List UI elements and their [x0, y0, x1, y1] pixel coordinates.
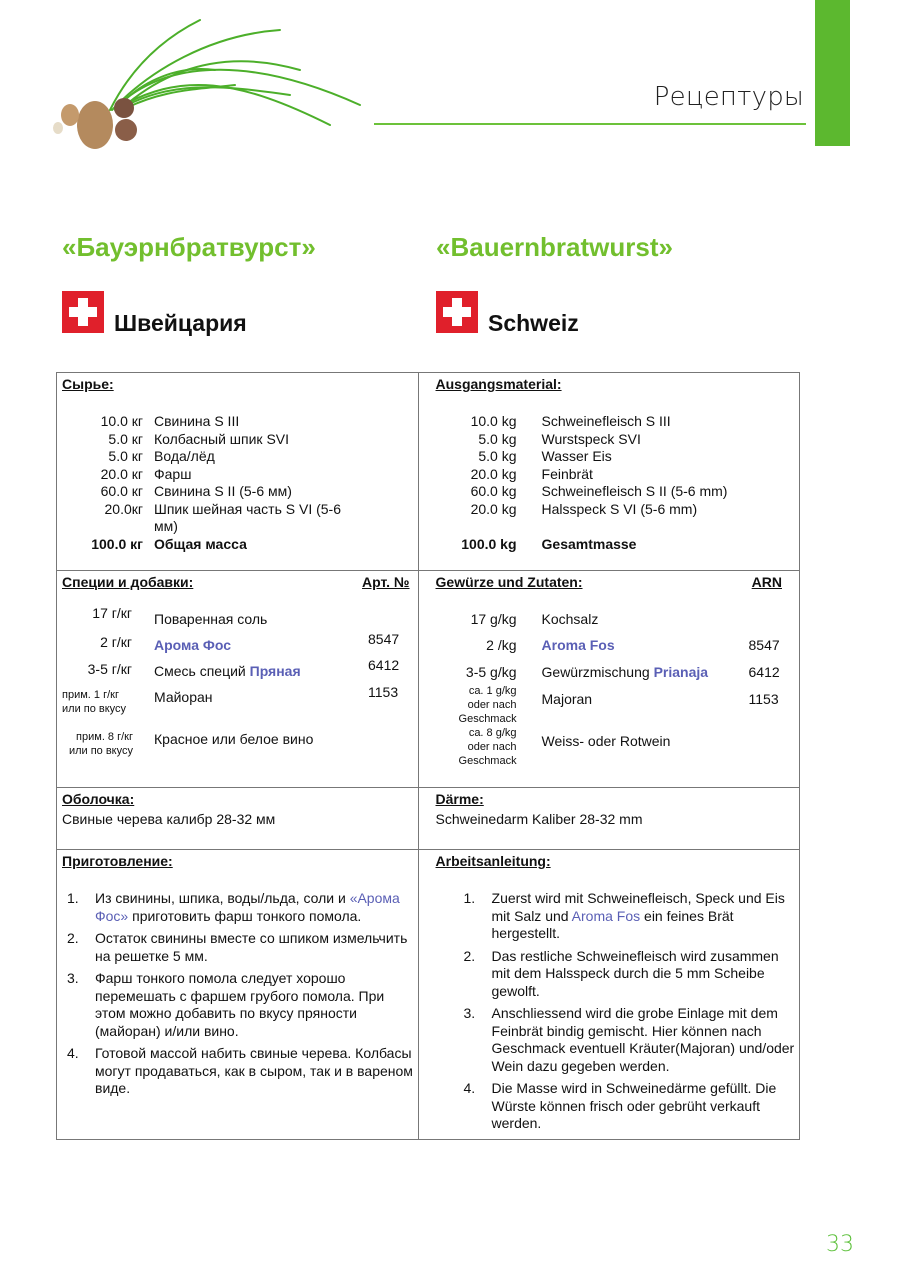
step-text: Из свинины, шпика, воды/льда, соли и [95, 890, 350, 906]
step-number: 2. [67, 930, 79, 946]
raw-qty: 10.0 кг [100, 413, 143, 429]
step-text: Фарш тонкого помола следует хорошо перемешать с фаршем грубого помола. При этом можно добавить по вкусу пряности (майоран) и/или вино. [95, 970, 385, 1039]
spice-qty: ca. 1 g/kg oder nach Geschmack [458, 685, 517, 725]
spice-name-text: Gewürzmischung [541, 664, 650, 680]
spice-name: Поваренная соль [154, 611, 268, 627]
spice-name [542, 664, 709, 682]
raw-materials-ru [57, 373, 419, 570]
raw-qty: 5.0 kg [478, 448, 517, 464]
raw-name-column-ru [154, 413, 344, 553]
raw-qty: 10.0 kg [470, 413, 517, 429]
step-number: 3. [463, 1005, 476, 1021]
raw-qty: 60.0 кг [100, 483, 143, 499]
raw-name-column-de [542, 413, 792, 553]
step-number: 4. [463, 1080, 476, 1096]
country-ru [62, 291, 247, 336]
spice-art-number: 6412 [748, 664, 780, 680]
raw-qty: 5.0 кг [108, 430, 143, 447]
spice-name: Kochsalz [541, 611, 599, 627]
spice-qty: 2 г/кг [100, 634, 132, 650]
raw-qty: 5.0 кг [108, 448, 143, 464]
raw-qty: 60.0 kg [470, 483, 517, 499]
raw-materials-de [419, 373, 799, 570]
country-name-de: Schweiz [488, 310, 579, 336]
spice-name-brand: Арома Фос [154, 637, 231, 653]
step-text: Anschliessend wird die grobe Einlage mit dem Feinbrät bindig gemischt. Hier können nach Geschmack eventuell Kräuter(Majoran) und/oder Wein dazu gegeben werden. [491, 1005, 795, 1074]
raw-name: Свинина S II (5-6 мм) [154, 483, 292, 499]
prep-step [67, 1045, 415, 1098]
spices-row [57, 570, 799, 787]
spice-name: Майоран [154, 689, 213, 705]
preparation-row [57, 849, 799, 1139]
prep-heading-ru: Приготовление: [62, 853, 173, 869]
raw-total-name: Gesamtmasse [541, 535, 637, 552]
spices-heading-de: Gewürze und Zutaten: [435, 574, 583, 590]
prep-steps-de [464, 890, 800, 1138]
step-text: приготовить фарш тонкого помола. [128, 907, 362, 924]
step-text: Das restliche Schweinefleisch wird zusammen mit dem Halsspeck durch die 5 mm Scheibe gewolft. [491, 947, 779, 999]
recipe-title-ru: «Бауэрнбратвурст» [62, 232, 316, 262]
section-color-tab [815, 0, 850, 146]
spice-art-number: 8547 [368, 631, 400, 647]
casing-heading-ru: Оболочка: [62, 791, 135, 807]
raw-materials-row [57, 373, 799, 570]
recipe-table [56, 372, 800, 1140]
raw-qty: 5.0 kg [478, 430, 517, 447]
step-number: 4. [67, 1045, 79, 1061]
prep-step [67, 970, 415, 1040]
preparation-de [419, 850, 799, 1139]
spice-name-brand: Aroma Fos [541, 637, 615, 653]
casing-text-ru: Свиные черева калибр 28-32 мм [62, 811, 276, 827]
step-number: 2. [463, 947, 476, 964]
step-number: 1. [463, 890, 476, 906]
spice-name: Weiss- oder Rotwein [541, 733, 671, 749]
swiss-flag-icon [62, 291, 104, 333]
raw-qty: 20.0 kg [470, 465, 517, 482]
raw-qty-column-de [419, 413, 517, 553]
art-heading-de: ARN [751, 574, 782, 590]
spice-qty: ca. 8 g/kg oder nach Geschmack [458, 727, 517, 767]
spice-qty: 3-5 g/kg [465, 664, 517, 680]
raw-name: Wurstspeck SVI [541, 430, 641, 447]
spice-qty: 2 /kg [486, 637, 517, 653]
raw-heading-de: Ausgangsmaterial: [435, 376, 562, 392]
casing-de [419, 788, 799, 849]
spices-de [419, 571, 799, 787]
raw-name: Колбасный шпик SVI [154, 430, 290, 447]
prep-step [67, 890, 415, 925]
casing-text-de: Schweinedarm Kaliber 28-32 mm [435, 811, 643, 827]
spice-brand: Пряная [249, 663, 301, 679]
raw-name: Шпик шейная часть S VI (5-6 мм) [154, 500, 341, 534]
raw-total-name: Общая масса [154, 535, 247, 552]
prep-heading-de: Arbeitsanleitung: [435, 853, 551, 869]
raw-name: Фарш [154, 465, 192, 482]
spice-name [154, 663, 301, 681]
step-brand: «Арома Фос» [95, 890, 400, 924]
casing-ru [57, 788, 419, 849]
spice-name: Красное или белое вино [154, 731, 314, 747]
raw-name: Schweinefleisch S II (5-6 mm) [541, 483, 728, 499]
raw-qty: 20.0кг [104, 500, 143, 517]
raw-total-qty: 100.0 кг [91, 535, 143, 552]
step-brand: Aroma Fos [571, 907, 641, 924]
raw-name: Feinbrät [541, 465, 593, 482]
step-text: Остаток свинины вместе со шпиком измельчить на решетке 5 мм. [95, 930, 408, 964]
raw-total-qty: 100.0 kg [461, 535, 517, 552]
prep-step [464, 1080, 800, 1133]
prep-step [464, 890, 800, 943]
prep-step [67, 930, 415, 965]
prep-step [464, 1005, 800, 1075]
step-text: ein feines Brät hergestellt. [491, 907, 734, 941]
spices-ru [57, 571, 419, 787]
raw-name: Schweinefleisch S III [541, 413, 671, 429]
swiss-flag-icon [436, 291, 478, 333]
header-divider [374, 123, 806, 125]
spice-qty: 17 г/кг [92, 605, 132, 621]
spice-qty: 17 g/kg [470, 611, 517, 627]
raw-name: Свинина S III [154, 413, 240, 429]
raw-heading-ru: Сырье: [62, 376, 114, 392]
spices-heading-ru: Специи и добавки: [62, 574, 194, 590]
spice-art-number: 1153 [368, 684, 399, 700]
spice-qty: прим. 1 г/кг или по вкусу [62, 689, 127, 715]
step-text: Die Masse wird in Schweinedärme gefüllt. Die Würste können frisch oder gebrüht verkauft werden. [491, 1080, 777, 1131]
step-number: 1. [67, 890, 79, 906]
step-text: Готовой массой набить свиные черева. Колбасы могут продаваться, как в сыром, так и в вареном виде. [95, 1045, 413, 1096]
raw-qty: 20.0 kg [470, 500, 517, 517]
spice-qty: 3-5 г/кг [87, 661, 132, 677]
casing-row [57, 787, 799, 849]
raw-name: Wasser Eis [541, 448, 612, 464]
spice-name: Majoran [541, 691, 593, 707]
spice-art-number: 6412 [368, 657, 400, 673]
prep-step [464, 948, 800, 1001]
country-name-ru: Швейцария [114, 310, 247, 336]
art-heading-ru: Арт. № [362, 574, 410, 590]
raw-name: Вода/лёд [154, 448, 215, 464]
preparation-ru [57, 850, 419, 1139]
country-de [436, 291, 579, 336]
casing-heading-de: Därme: [435, 791, 484, 807]
herbs-illustration [40, 10, 370, 150]
step-number: 3. [67, 970, 79, 986]
section-title: Рецептуры [653, 82, 804, 112]
prep-steps-ru [67, 890, 415, 1103]
spice-brand: Prianaja [653, 664, 709, 680]
page-number: 33 [826, 1232, 854, 1257]
spice-qty: прим. 8 г/кг или по вкусу [68, 731, 133, 757]
spice-name-text: Смесь специй [154, 663, 246, 679]
raw-qty-column-ru [57, 413, 143, 553]
recipe-title-de: «Bauernbratwurst» [436, 232, 673, 262]
spice-art-number: 8547 [748, 637, 780, 653]
raw-name: Halsspeck S VI (5-6 mm) [541, 500, 698, 517]
raw-qty: 20.0 кг [100, 465, 143, 482]
step-text: Zuerst wird mit Schweinefleisch, Speck und Eis mit Salz und [491, 890, 785, 924]
spice-art-number: 1153 [748, 691, 779, 707]
